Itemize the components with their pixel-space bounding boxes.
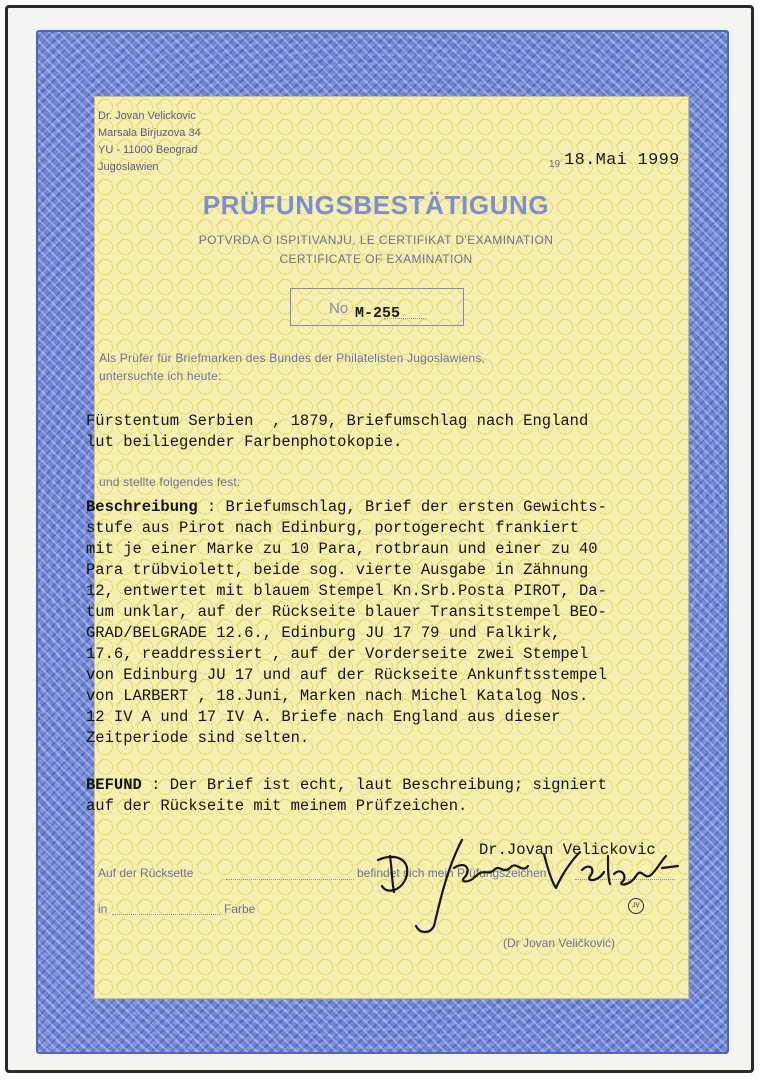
befund-line-2: auf der Rückseite mit meinem Prüfzeichen. [86, 797, 468, 815]
color-label: Farbe [224, 902, 256, 916]
date-prefix: 19 [549, 159, 561, 170]
intro-line-1: Als Prüfer für Briefmarken des Bundes der Philatelisten Jugoslawiens, [99, 351, 485, 365]
befund-label: BEFUND [86, 776, 142, 794]
description-line-8: von Edinburg JU 17 und auf der Rückseite Ankunftsstempel [86, 666, 607, 684]
description-line-6: GRAD/BELGRADE 12.6., Edinburg JU 17 79 und Falkirk, [86, 624, 561, 642]
signer-printed-name: (Dr Jovan Veličković) [503, 936, 616, 950]
description-line-5: tum unklar, auf der Rückseite blauer Transitstempel BEO- [86, 603, 607, 621]
examiner-stamp: JV [628, 898, 644, 914]
description-line-0: : Briefumschlag, Brief der ersten Gewichts- [197, 498, 607, 516]
in-label: in [98, 902, 108, 916]
back-side-dotted-line [226, 879, 354, 880]
subtitle-multilingual: POTVRDA O ISPITIVANJU, LE CERTIFIKAT D'EXAMINATION [198, 233, 554, 247]
subject-block [86, 411, 682, 453]
description-line-10: 12 IV A und 17 IV A. Briefe nach England aus dieser [86, 708, 561, 726]
befund-block [86, 775, 682, 817]
subtitle-english: CERTIFICATE OF EXAMINATION [279, 252, 473, 266]
number-dotted-line [384, 318, 426, 319]
date-value: 18.Mai 1999 [564, 151, 680, 170]
certificate-number-label: No [329, 300, 349, 317]
certificate-number: M-255 [355, 305, 401, 322]
befund-line-1: : Der Brief ist echt, laut Beschreibung; signiert [141, 776, 607, 794]
issuer-name: Dr. Jovan Velickovic [98, 110, 196, 122]
description-line-9: von LARBERT , 18.Juni, Marken nach Michel Katalog Nos. [86, 687, 589, 705]
issuer-address [98, 108, 201, 176]
page-title: PRÜFUNGSBESTÄTIGUNG [202, 190, 550, 220]
description-line-11: Zeitperiode sind selten. [86, 729, 310, 747]
issuer-city: YU - 11000 Beograd [98, 144, 198, 156]
finding-label: und stellte folgendes fest: [99, 475, 241, 489]
in-dotted-line [112, 914, 220, 915]
subject-line-1: Fürstentum Serbien , 1879, Briefumschlag nach England [86, 412, 589, 430]
intro-line-2: untersuchte ich heute: [99, 369, 222, 383]
issuer-street: Marsala Birjuzova 34 [98, 127, 201, 139]
subject-line-2: lut beiliegender Farbenphotokopie. [86, 433, 403, 451]
signer-typed-name: Dr.Jovan Velickovic [479, 841, 656, 859]
mark-found-label: befindet sich mein Prüfungszeichen [357, 866, 547, 880]
signature-icon [376, 830, 686, 940]
description-line-2: mit je einer Marke zu 10 Para, rotbraun und einer zu 40 [86, 540, 598, 558]
handwritten-signature [376, 830, 686, 945]
description-line-4: 12, entwertet mit blauem Stempel Kn.Srb.Posta PIROT, Da- [86, 582, 607, 600]
description-line-1: stufe aus Pirot nach Edinburg, portogerecht frankiert [86, 519, 579, 537]
issuer-country: Jugoslawien [98, 161, 159, 173]
description-line-3: Para trübviolett, beide sog. vierte Ausgabe in Zähnung [86, 561, 589, 579]
description-line-7: 17.6, readdressiert , auf der Vorderseite zwei Stempel [86, 645, 589, 663]
date-field [549, 151, 680, 170]
back-side-label: Auf der Rücksette [98, 866, 194, 880]
description-label: Beschreibung [86, 498, 198, 516]
description-block [86, 497, 682, 749]
